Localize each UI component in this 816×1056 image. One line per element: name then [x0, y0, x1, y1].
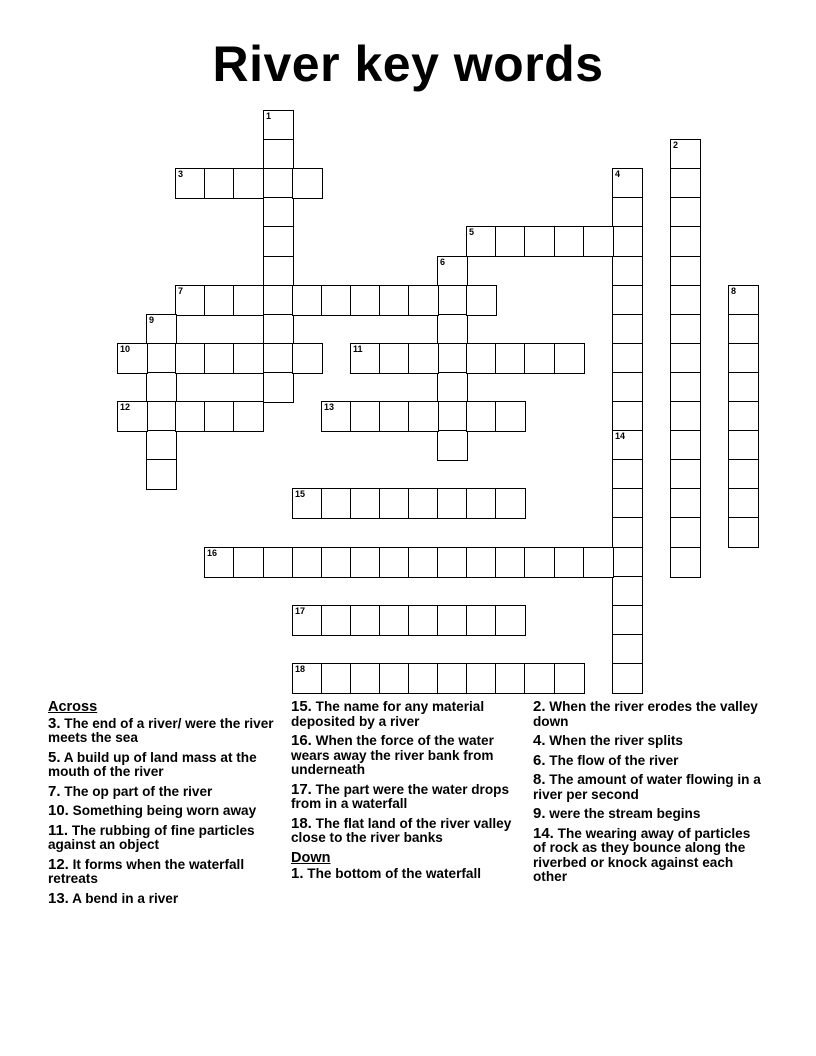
grid-cell[interactable] [408, 663, 439, 694]
grid-cell[interactable] [379, 605, 410, 636]
clue-item [533, 700, 765, 729]
grid-cell[interactable] [670, 401, 701, 432]
grid-cell[interactable] [204, 547, 235, 578]
grid-cell[interactable] [408, 401, 439, 432]
grid-cell[interactable] [204, 401, 235, 432]
grid-cell[interactable] [554, 663, 585, 694]
grid-cell[interactable] [117, 401, 148, 432]
grid-cell[interactable] [233, 168, 264, 199]
grid-cell[interactable] [233, 547, 264, 578]
clue-item [48, 889, 280, 907]
clue-item-text: The flat land of the river valley close to the river banks [291, 815, 512, 845]
clue-number: 17 [295, 606, 306, 616]
clue-item [48, 821, 280, 853]
clue-item [48, 782, 280, 800]
grid-cell[interactable] [612, 663, 643, 694]
grid-cell[interactable] [466, 605, 497, 636]
grid-cell[interactable] [146, 314, 177, 345]
clue-number: 15 [295, 489, 306, 499]
grid-cell[interactable] [670, 547, 701, 578]
grid-cell[interactable] [524, 343, 555, 374]
clue-number: 3 [178, 169, 184, 179]
grid-cell[interactable] [670, 430, 701, 461]
grid-cell[interactable] [350, 663, 381, 694]
clue-number: 1 [266, 111, 272, 121]
clue-number: 14 [615, 431, 626, 441]
grid-cell[interactable] [379, 547, 410, 578]
grid-cell[interactable] [263, 372, 294, 403]
grid-cell[interactable] [612, 401, 643, 432]
grid-cell[interactable] [146, 401, 177, 432]
clue-number: 5 [469, 227, 475, 237]
clue-item-number: 12. [48, 855, 69, 873]
clue-number: 7 [178, 286, 184, 296]
clue-item-text: The bottom of the waterfall [307, 866, 481, 881]
clue-item-number: 17. [291, 780, 312, 798]
grid-cell[interactable] [728, 488, 759, 519]
grid-cell[interactable] [670, 168, 701, 199]
grid-cell[interactable] [321, 663, 352, 694]
clue-item-number: 5. [48, 748, 61, 766]
clue-number: 10 [120, 344, 131, 354]
clue-item [533, 807, 765, 822]
grid-cell[interactable] [612, 576, 643, 607]
grid-cell[interactable] [612, 430, 643, 461]
clue-item-text: The end of a river/ were the river meets the sea [48, 715, 274, 745]
grid-cell[interactable] [408, 605, 439, 636]
grid-cell[interactable] [612, 517, 643, 548]
clues-column-1 [48, 700, 280, 911]
clue-item-number: 11. [48, 821, 69, 839]
grid-cell[interactable] [233, 401, 264, 432]
grid-cell[interactable] [146, 459, 177, 490]
clue-number: 16 [207, 548, 218, 558]
clue-item-text: When the river splits [549, 733, 683, 748]
grid-cell[interactable] [728, 285, 759, 316]
clue-number: 12 [120, 402, 131, 412]
grid-cell[interactable] [350, 285, 381, 316]
grid-cell[interactable] [175, 401, 206, 432]
clue-item-text: When the force of the water wears away the river bank from underneath [291, 733, 494, 777]
grid-cell[interactable] [292, 168, 323, 199]
grid-cell[interactable] [728, 343, 759, 374]
grid-cell[interactable] [466, 285, 497, 316]
clue-item [48, 748, 280, 780]
grid-cell[interactable] [437, 663, 468, 694]
grid-cell[interactable] [612, 226, 643, 257]
grid-cell[interactable] [612, 314, 643, 345]
clue-item [533, 773, 765, 802]
grid-cell[interactable] [350, 488, 381, 519]
across-heading: Across [48, 699, 98, 715]
across-clue-list [48, 714, 280, 907]
clue-item-number: 10. [48, 802, 69, 819]
clue-item-text: The part were the water drops from in a waterfall [291, 781, 510, 811]
grid-cell[interactable] [437, 256, 468, 287]
grid-cell[interactable] [146, 372, 177, 403]
grid-cell[interactable] [612, 372, 643, 403]
grid-cell[interactable] [321, 401, 352, 432]
clue-item [48, 804, 280, 819]
grid-cell[interactable] [263, 285, 294, 316]
grid-cell[interactable] [350, 343, 381, 374]
clue-number: 4 [615, 169, 621, 179]
clue-item-text: The amount of water flowing in a river per second [533, 772, 761, 802]
grid-cell[interactable] [408, 285, 439, 316]
clue-item-number: 7. [48, 782, 61, 800]
grid-cell[interactable] [379, 343, 410, 374]
grid-cell[interactable] [204, 285, 235, 316]
grid-cell[interactable] [437, 605, 468, 636]
grid-cell[interactable] [437, 372, 468, 403]
grid-cell[interactable] [175, 168, 206, 199]
clue-item-number: 1. [291, 865, 304, 882]
clue-item [291, 700, 523, 729]
grid-cell[interactable] [466, 343, 497, 374]
clue-item-text: The rubbing of fine particles against an object [48, 822, 255, 852]
grid-cell[interactable] [612, 343, 643, 374]
clue-item-text: The op part of the river [64, 783, 213, 799]
clue-item [291, 734, 523, 778]
page-title: River key words [212, 36, 604, 92]
grid-cell[interactable] [495, 488, 526, 519]
grid-cell[interactable] [350, 547, 381, 578]
grid-cell[interactable] [408, 343, 439, 374]
clue-item-text: The name for any material deposited by a river [291, 699, 485, 729]
grid-cell[interactable] [117, 343, 148, 374]
grid-cell[interactable] [292, 663, 323, 694]
grid-cell[interactable] [524, 547, 555, 578]
grid-cell[interactable] [728, 401, 759, 432]
grid-cell[interactable] [670, 459, 701, 490]
clue-item-number: 8. [533, 771, 546, 788]
grid-cell[interactable] [495, 547, 526, 578]
grid-cell[interactable] [495, 663, 526, 694]
clue-item [48, 714, 280, 746]
clue-number: 2 [673, 140, 679, 150]
grid-cell[interactable] [612, 547, 643, 578]
clue-item-text: were the stream begins [549, 806, 701, 821]
grid-cell[interactable] [263, 343, 294, 374]
clue-item-number: 13. [48, 889, 69, 907]
clue-item-number: 9. [533, 805, 546, 822]
grid-cell[interactable] [175, 285, 206, 316]
clue-item-text: The flow of the river [549, 752, 679, 768]
grid-cell[interactable] [583, 226, 614, 257]
grid-cell[interactable] [670, 517, 701, 548]
grid-cell[interactable] [495, 401, 526, 432]
grid-cell[interactable] [466, 547, 497, 578]
clue-item-number: 6. [533, 751, 546, 769]
clue-item [291, 867, 523, 882]
clue-number: 8 [731, 286, 737, 296]
grid-cell[interactable] [204, 168, 235, 199]
grid-cell[interactable] [728, 372, 759, 403]
down-clue-list [291, 867, 523, 882]
grid-cell[interactable] [612, 168, 643, 199]
grid-cell[interactable] [437, 430, 468, 461]
clue-item-number: 18. [291, 814, 312, 832]
grid-cell[interactable] [670, 197, 701, 228]
grid-cell[interactable] [612, 605, 643, 636]
grid-cell[interactable] [292, 343, 323, 374]
grid-cell[interactable] [437, 343, 468, 374]
clue-item [48, 855, 280, 887]
grid-cell[interactable] [554, 226, 585, 257]
grid-cell[interactable] [233, 285, 264, 316]
grid-cell[interactable] [263, 168, 294, 199]
clue-number: 9 [149, 315, 155, 325]
grid-cell[interactable] [263, 314, 294, 345]
grid-cell[interactable] [554, 547, 585, 578]
grid-cell[interactable] [466, 401, 497, 432]
clue-item-text: A bend in a river [72, 890, 179, 906]
grid-cell[interactable] [437, 314, 468, 345]
grid-cell[interactable] [175, 343, 206, 374]
grid-cell[interactable] [612, 488, 643, 519]
grid-cell[interactable] [292, 488, 323, 519]
grid-cell[interactable] [263, 256, 294, 287]
grid-cell[interactable] [728, 459, 759, 490]
clue-item-number: 3. [48, 714, 61, 732]
grid-cell[interactable] [204, 343, 235, 374]
clue-item-number: 15. [291, 698, 312, 715]
clue-item-text: The wearing away of particles of rock as they bounce along the riverbed or knock against each other [533, 825, 751, 884]
grid-cell[interactable] [437, 547, 468, 578]
grid-cell[interactable] [263, 139, 294, 170]
grid-cell[interactable] [379, 285, 410, 316]
clue-number: 13 [324, 402, 335, 412]
grid-cell[interactable] [408, 488, 439, 519]
clue-item [533, 824, 765, 885]
grid-cell[interactable] [437, 285, 468, 316]
clue-item-number: 14. [533, 824, 554, 842]
grid-cell[interactable] [263, 547, 294, 578]
clue-item-text: It forms when the waterfall retreats [48, 856, 245, 886]
clue-item [533, 751, 765, 769]
grid-cell[interactable] [408, 547, 439, 578]
grid-cell[interactable] [263, 197, 294, 228]
grid-cell[interactable] [321, 605, 352, 636]
grid-cell[interactable] [670, 343, 701, 374]
grid-cell[interactable] [670, 285, 701, 316]
grid-cell[interactable] [670, 488, 701, 519]
grid-cell[interactable] [583, 547, 614, 578]
grid-cell[interactable] [670, 139, 701, 170]
grid-cell[interactable] [670, 314, 701, 345]
grid-cell[interactable] [554, 343, 585, 374]
grid-cell[interactable] [670, 256, 701, 287]
grid-cell[interactable] [146, 343, 177, 374]
clues-column-2 [291, 700, 523, 887]
clue-item-text: A build up of land mass at the mouth of the river [48, 749, 257, 779]
grid-cell[interactable] [292, 547, 323, 578]
clue-item-number: 4. [533, 732, 546, 749]
grid-cell[interactable] [612, 459, 643, 490]
grid-cell[interactable] [350, 605, 381, 636]
grid-cell[interactable] [437, 401, 468, 432]
grid-cell[interactable] [495, 343, 526, 374]
grid-cell[interactable] [466, 488, 497, 519]
clue-item-text: When the river erodes the valley down [533, 699, 758, 729]
grid-cell[interactable] [612, 256, 643, 287]
grid-cell[interactable] [612, 197, 643, 228]
grid-cell[interactable] [233, 343, 264, 374]
grid-cell[interactable] [321, 285, 352, 316]
clue-number: 6 [440, 257, 446, 267]
grid-cell[interactable] [263, 110, 294, 141]
grid-cell[interactable] [292, 285, 323, 316]
grid-cell[interactable] [495, 605, 526, 636]
clue-item [533, 734, 765, 749]
grid-cell[interactable] [670, 372, 701, 403]
grid-cell[interactable] [146, 430, 177, 461]
grid-cell[interactable] [437, 488, 468, 519]
clue-item-number: 16. [291, 732, 312, 749]
grid-cell[interactable] [321, 547, 352, 578]
clue-item-text: Something being worn away [72, 803, 257, 818]
down-heading: Down [291, 849, 331, 866]
clues-column-3 [533, 700, 765, 890]
grid-cell[interactable] [524, 226, 555, 257]
grid-cell[interactable] [524, 663, 555, 694]
clue-number: 18 [295, 664, 306, 674]
grid-cell[interactable] [321, 488, 352, 519]
grid-cell[interactable] [612, 285, 643, 316]
clue-number: 11 [353, 344, 363, 354]
clue-item [291, 780, 523, 812]
grid-cell[interactable] [379, 401, 410, 432]
grid-cell[interactable] [728, 314, 759, 345]
across-clue-list-continued [291, 700, 523, 846]
grid-cell[interactable] [670, 226, 701, 257]
grid-cell[interactable] [379, 488, 410, 519]
grid-cell[interactable] [466, 226, 497, 257]
grid-cell[interactable] [728, 430, 759, 461]
clue-item [291, 814, 523, 846]
grid-cell[interactable] [263, 226, 294, 257]
grid-cell[interactable] [612, 634, 643, 665]
clue-item-number: 2. [533, 698, 546, 715]
grid-cell[interactable] [728, 517, 759, 548]
grid-cell[interactable] [379, 663, 410, 694]
grid-cell[interactable] [466, 663, 497, 694]
grid-cell[interactable] [350, 401, 381, 432]
grid-cell[interactable] [495, 226, 526, 257]
grid-cell[interactable] [292, 605, 323, 636]
down-clue-list-continued [533, 700, 765, 885]
